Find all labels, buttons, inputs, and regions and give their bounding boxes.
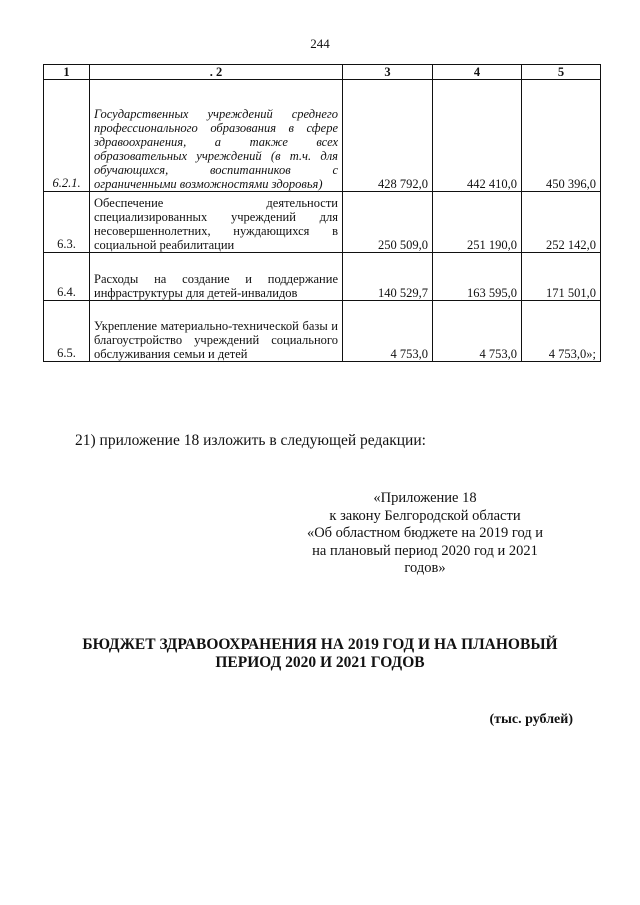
table-row — [44, 80, 601, 192]
appendix-line: к закону Белгородской области — [329, 507, 521, 524]
appendix-heading — [290, 490, 560, 578]
row-value-2020: 163 595,0 — [433, 253, 522, 301]
row-value-2020: 4 753,0 — [433, 301, 522, 362]
row-value-2019: 4 753,0 — [343, 301, 433, 362]
row-code: 6.5. — [44, 301, 90, 362]
table-row — [44, 301, 601, 362]
row-name: Укрепление материально-технической базы и благоустройство учреждений социального обслуживания семьи и детей — [90, 301, 343, 362]
appendix-line: «Об областном бюджете на 2019 год и — [306, 525, 544, 541]
row-code: 6.3. — [44, 192, 90, 253]
budget-table — [43, 64, 601, 362]
column-header-1: 1 — [44, 65, 90, 80]
table-row — [44, 192, 601, 253]
row-value-2021: 252 142,0 — [522, 192, 601, 253]
table-header-row — [44, 65, 601, 80]
row-value-2020: 442 410,0 — [433, 80, 522, 192]
row-value-2019: 140 529,7 — [343, 253, 433, 301]
appendix-line: «Приложение 18 — [373, 490, 477, 506]
appendix-line: годов» — [404, 560, 446, 576]
column-header-4: 4 — [433, 65, 522, 80]
table-row — [44, 253, 601, 301]
title-line: БЮДЖЕТ ЗДРАВООХРАНЕНИЯ НА 2019 ГОД И НА ПЛАНОВЫЙ — [82, 636, 558, 653]
row-name: Государственных учреждений среднего профессионального образования в сфере здравоохранения, а также всех образовательных учреждений (в т.ч. для обучающихся, воспитанников с ограниченными возможностями здоровья) — [90, 80, 343, 192]
row-name: Обеспечение деятельности специализированных учреждений для несовершеннолетних, нуждающихся в социальной реабилитации — [90, 192, 343, 253]
row-value-2021: 4 753,0»; — [522, 301, 601, 362]
page-number: 244 — [310, 36, 330, 51]
appendix-line: на плановый период 2020 год и 2021 — [312, 542, 538, 559]
column-header-3: 3 — [343, 65, 433, 80]
column-header-5: 5 — [522, 65, 601, 80]
title-line: ПЕРИОД 2020 И 2021 ГОДОВ — [215, 654, 425, 671]
column-header-2: . 2 — [90, 65, 343, 80]
row-code: 6.4. — [44, 253, 90, 301]
row-value-2020: 251 190,0 — [433, 192, 522, 253]
row-value-2021: 450 396,0 — [522, 80, 601, 192]
row-value-2019: 250 509,0 — [343, 192, 433, 253]
row-code: 6.2.1. — [44, 80, 90, 192]
amendment-instruction: 21) приложение 18 изложить в следующей редакции: — [75, 432, 426, 449]
units-label: (тыс. рублей) — [489, 712, 573, 727]
row-name: Расходы на создание и поддержание инфраструктуры для детей-инвалидов — [90, 253, 343, 301]
row-value-2021: 171 501,0 — [522, 253, 601, 301]
row-value-2019: 428 792,0 — [343, 80, 433, 192]
document-title — [60, 636, 580, 672]
